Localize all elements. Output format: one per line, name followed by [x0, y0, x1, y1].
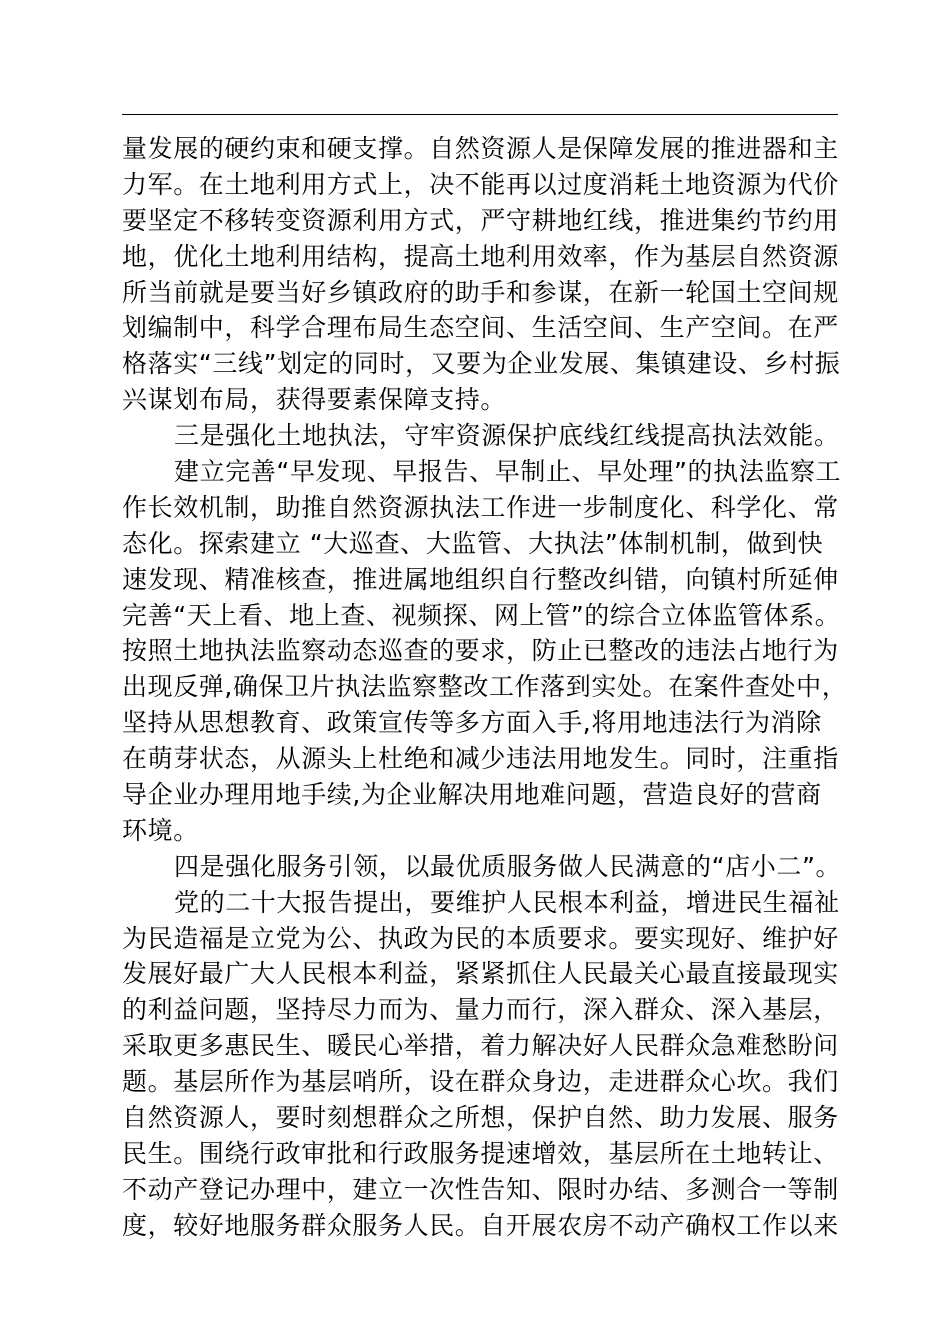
text-line: 的利益问题，坚持尽力而为、量力而行，深入群众、深入基层，	[122, 995, 839, 1025]
body-text	[122, 131, 848, 1244]
section-heading-3: 三是强化土地执法，守牢资源保护底线红线提高执法效能。	[174, 421, 840, 451]
paragraph-start: 党的二十大报告提出，要维护人民根本利益，增进民生福祉	[174, 887, 840, 917]
text-line: 速发现、精准核查，推进属地组织自行整改纠错，向镇村所延伸	[122, 564, 839, 594]
text-line: 不动产登记办理中，建立一次性告知、限时办结、多测合一等制	[122, 1174, 839, 1204]
text-line: 自然资源人，要时刻想群众之所想，保护自然、助力发展、服务	[122, 1103, 839, 1133]
text-line: 发展好最广大人民根本利益，紧紧抓住人民最关心最直接最现实	[122, 959, 839, 989]
text-line: 完善“天上看、地上查、视频探、网上管”的综合立体监管体系。	[122, 600, 841, 630]
text-line: 民生。围绕行政审批和行政服务提速增效，基层所在土地转让、	[122, 1138, 839, 1168]
text-line: 量发展的硬约束和硬支撑。自然资源人是保障发展的推进器和主	[122, 134, 839, 163]
text-line: 地，优化土地利用结构，提高土地利用效率，作为基层自然资源	[122, 241, 839, 271]
text-line: 划编制中，科学合理布局生态空间、生活空间、生产空间。在严	[122, 313, 839, 343]
text-line: 坚持从思想教育、政策宣传等多方面入手,将用地违法行为消除	[122, 708, 822, 738]
section-heading-4: 四是强化服务引领，以最优质服务做人民满意的“店小二”。	[174, 851, 842, 881]
text-line: 环境。	[122, 815, 199, 845]
text-line: 作长效机制，助推自然资源执法工作进一步制度化、科学化、常	[122, 492, 839, 522]
text-line: 按照土地执法监察动态巡查的要求，防止已整改的违法占地行为	[122, 636, 839, 666]
text-line: 要坚定不移转变资源利用方式，严守耕地红线，推进集约节约用	[122, 205, 839, 235]
header-rule	[122, 114, 838, 115]
text-line: 题。基层所作为基层哨所，设在群众身边，走进群众心坎。我们	[122, 1067, 839, 1097]
text-line: 导企业办理用地手续,为企业解决用地难问题，营造良好的营商	[122, 780, 822, 810]
text-line: 度，较好地服务群众服务人民。自开展农房不动产确权工作以来	[122, 1210, 839, 1240]
text-line: 格落实“三线”划定的同时，又要为企业发展、集镇建设、乡村振	[122, 349, 841, 379]
text-line: 采取更多惠民生、暖民心举措，着力解决好人民群众急难愁盼问	[122, 1031, 839, 1061]
text-line: 兴谋划布局，获得要素保障支持。	[122, 385, 507, 415]
text-line: 所当前就是要当好乡镇政府的助手和参谋，在新一轮国土空间规	[122, 277, 839, 307]
text-line: 态化。探索建立 “大巡查、大监管、大执法”体制机制，做到快	[122, 528, 824, 558]
text-line: 力军。在土地利用方式上，决不能再以过度消耗土地资源为代价	[122, 169, 839, 199]
text-line: 为民造福是立党为公、执政为民的本质要求。要实现好、维护好	[122, 923, 839, 953]
text-line: 出现反弹,确保卫片执法监察整改工作落到实处。在案件查处中，	[122, 672, 848, 702]
paragraph-start: 建立完善“早发现、早报告、早制止、早处理”的执法监察工	[174, 457, 842, 487]
text-line: 在萌芽状态，从源头上杜绝和减少违法用地发生。同时，注重指	[122, 744, 839, 774]
